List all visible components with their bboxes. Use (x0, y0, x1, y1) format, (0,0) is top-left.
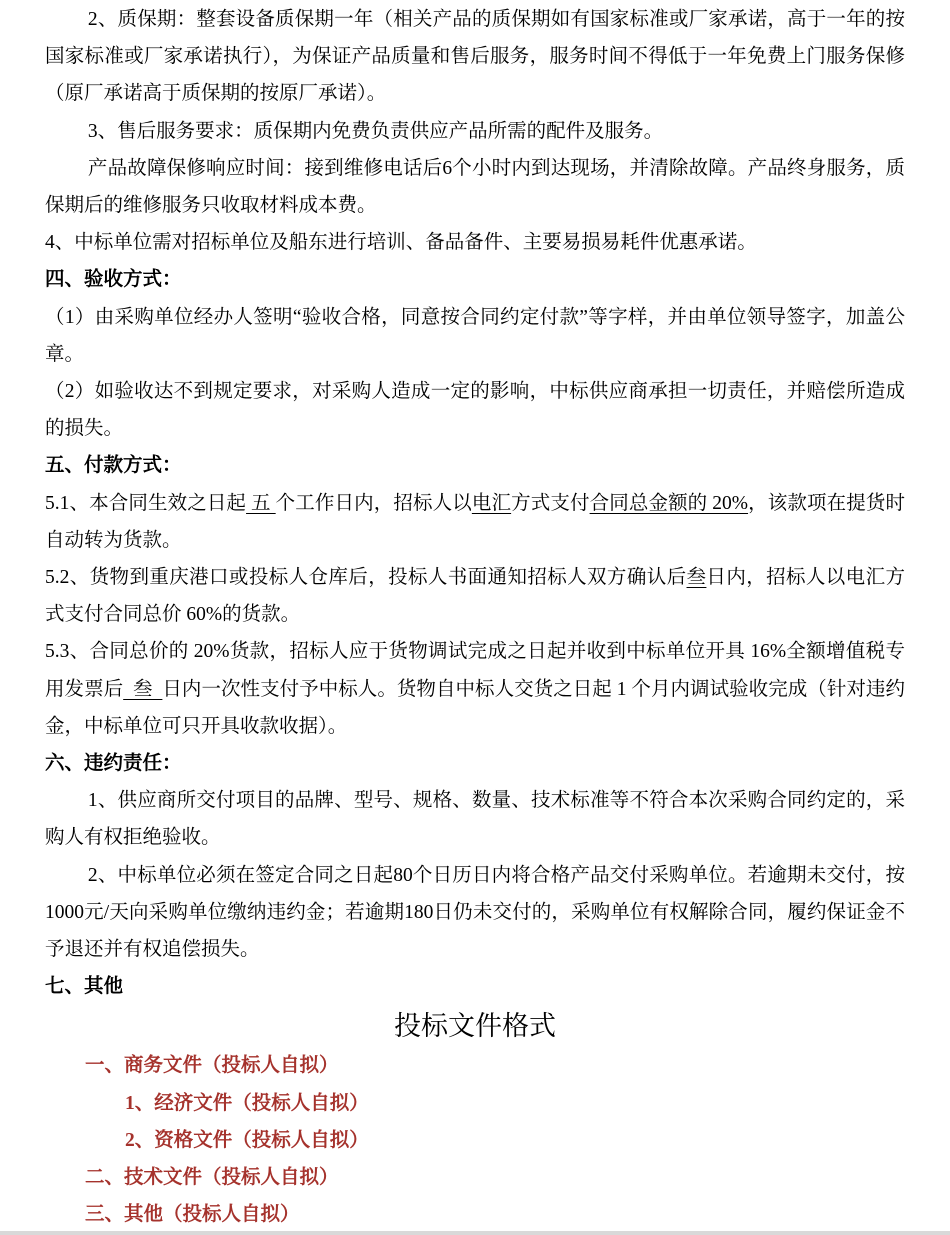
payment-clause-5-1 (45, 485, 905, 559)
training-commitment-clause (45, 224, 905, 261)
text-run: 日内一次性支付予中标人。货物自中标人交货之日起 1 个月内调试验收完成（针对违约金，中标单位可只开具收款收据）。 (45, 678, 905, 737)
fault-response-clause (45, 150, 905, 224)
outline-economic-documents (45, 1085, 905, 1122)
text-run: 方式支付 (511, 492, 590, 514)
acceptance-item-1 (45, 299, 905, 373)
text-run: 5.1、本合同生效之日起 (45, 492, 247, 514)
text-run: 四、验收方式： (45, 269, 182, 291)
underlined-text-run: 五 (246, 492, 276, 514)
text-run: 二、技术文件（投标人自拟） (85, 1167, 339, 1189)
text-run: 一、商务文件（投标人自拟） (85, 1055, 339, 1077)
text-run: 产品故障保修响应时间：接到维修电话后6个小时内到达现场，并清除故障。产品终身服务，质保期后的维修服务只收取材料成本费。 (45, 157, 905, 217)
breach-item-2 (45, 857, 905, 969)
text-run: 七、其他 (45, 976, 124, 998)
text-run: 2、中标单位必须在签定合同之日起80个日历日内将合格产品交付采购单位。若逾期未交付，按1000元/天向采购单位缴纳违约金；若逾期180日仍未交付的，采购单位有权解除合同，履约保证金不予退还并有权追偿损失。 (45, 864, 905, 961)
acceptance-item-2 (45, 373, 905, 447)
outline-commercial-documents (45, 1047, 905, 1084)
payment-clause-5-3 (45, 633, 905, 745)
breach-item-1 (45, 782, 905, 856)
page-bottom-edge (0, 1231, 950, 1235)
text-run: 2、质保期：整套设备质保期一年（相关产品的质保期如有国家标准或厂家承诺，高于一年的按国家标准或厂家承诺执行），为保证产品质量和售后服务，服务时间不得低于一年免费上门服务保修（原厂承诺高于质保期的按原厂承诺）。 (45, 9, 905, 105)
text-run: 五、付款方式： (45, 455, 182, 477)
underlined-text-run: 合同总金额的 20% (589, 492, 749, 514)
text-run: 日内，招标人以电汇方式支付合同总价 60%的货款。 (45, 567, 905, 626)
underlined-text-run: 叁 (686, 567, 707, 589)
payment-clause-5-2 (45, 559, 905, 633)
text-run: 投标文件格式 (394, 1011, 556, 1042)
warranty-period-clause (45, 1, 905, 113)
text-run: 4、中标单位需对招标单位及船东进行培训、备品备件、主要易损易耗件优惠承诺。 (45, 232, 757, 254)
underlined-text-run: 叁 (123, 678, 163, 700)
bid-document-format-title (45, 1005, 905, 1047)
outline-technical-documents (45, 1159, 905, 1196)
section-heading-other (45, 968, 905, 1005)
after-sales-service-clause (45, 113, 905, 150)
text-run: ，该款项在提货时自动转为货款。 (45, 492, 905, 551)
section-heading-payment (45, 447, 905, 484)
text-run: 六、违约责任： (45, 753, 182, 775)
underlined-text-run: 电汇 (471, 492, 512, 514)
outline-other-documents (45, 1196, 905, 1233)
text-run: 1、经济文件（投标人自拟） (125, 1092, 369, 1114)
text-run: 三、其他（投标人自拟） (85, 1204, 300, 1226)
section-heading-acceptance (45, 261, 905, 298)
text-run: 3、售后服务要求：质保期内免费负责供应产品所需的配件及服务。 (87, 120, 664, 142)
text-run: 5.3、合同总价的 20%货款，招标人应于货物调试完成之日起并收到中标单位开具 16%全额增值税专用发票后 (45, 641, 905, 700)
section-heading-breach (45, 745, 905, 782)
text-run: （2）如验收达不到规定要求，对采购人造成一定的影响，中标供应商承担一切责任，并赔偿所造成的损失。 (45, 381, 905, 440)
text-run: （1）由采购单位经办人签明“验收合格，同意按合同约定付款”等字样，并由单位领导签字，加盖公章。 (45, 306, 905, 365)
text-run: 1、供应商所交付项目的品牌、型号、规格、数量、技术标准等不符合本次采购合同约定的，采购人有权拒绝验收。 (45, 790, 905, 849)
text-run: 5.2、货物到重庆港口或投标人仓库后，投标人书面通知招标人双方确认后 (45, 567, 687, 589)
outline-qualification-documents (45, 1122, 905, 1159)
text-run: 2、资格文件（投标人自拟） (125, 1129, 369, 1151)
text-run: 个工作日内，招标人以 (275, 492, 472, 514)
